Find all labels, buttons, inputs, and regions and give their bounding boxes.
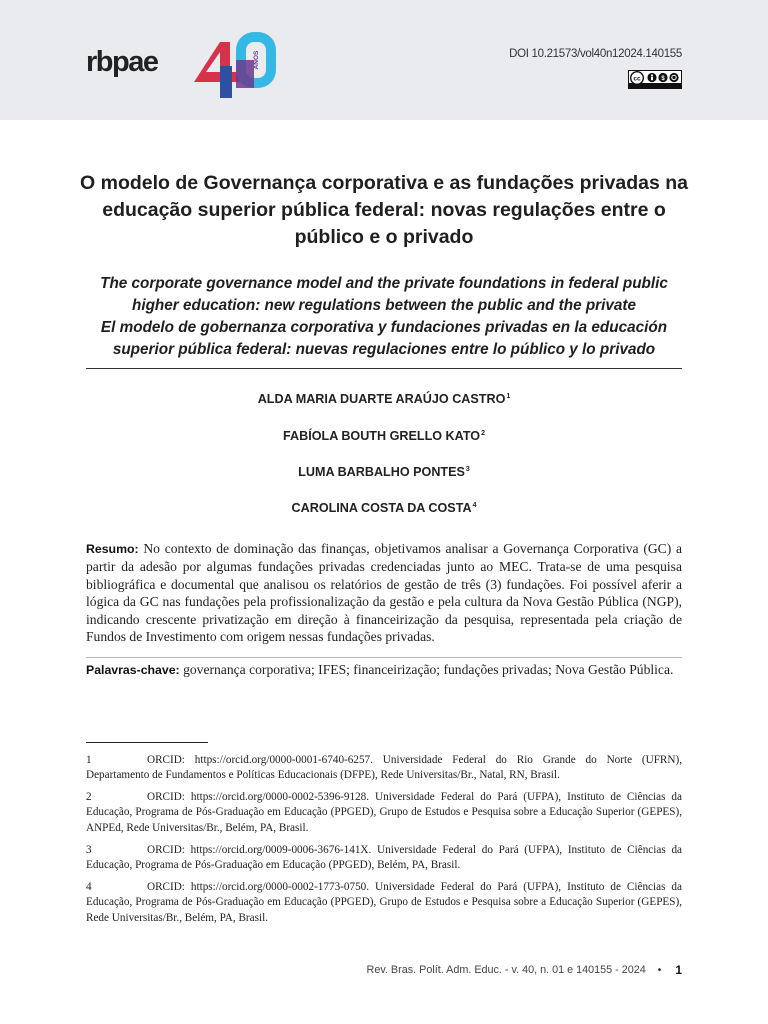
footer-separator: •	[657, 964, 662, 976]
author-name: ALDA MARIA DUARTE ARAÚJO CASTRO	[257, 392, 506, 406]
footnote-number: 2	[86, 791, 92, 803]
keywords	[86, 661, 682, 679]
page-footer	[367, 963, 682, 977]
journal-logo-text: rbpae	[86, 46, 158, 78]
journal-logo	[86, 46, 157, 79]
abstract	[86, 540, 682, 645]
footnote-3	[86, 843, 682, 874]
keywords-label: Palavras-chave:	[86, 663, 180, 677]
footnote-1	[86, 753, 682, 784]
footnote-text: ORCID: https://orcid.org/0000-0002-5396-9128. Universidade Federal do Pará (UFPA), Instituto de Ciências da Educação, Programa de Pós-Graduação em Educação (PPGED), Grupo de Estudos e Pesquisa sobre a Educação Superior (GEPES), ANPEd, Rede Universitas/Br., Belém, PA, Brasil.	[86, 791, 682, 834]
author-note-ref[interactable]: 1	[506, 392, 511, 400]
abstract-text: No contexto de dominação das finanças, objetivamos analisar a Governança Corporativa (GC) a partir da adesão por algumas fundações privadas credenciadas junto ao MEC. Trata-se de uma pesquisa bibliográfica e documental que analisou os relatórios de gestão de três (3) fundações. Foi possível aferir a lógica da GC nas fundações pela profissionalização da gestão e pela cultura da Nova Gestão Pública (NGP), indicando crescente privatização em direção à financeirização da pesquisa, representada pela criação de Fundos de Investimento com origem nessas fundações privadas.	[86, 541, 683, 645]
article-title-english: The corporate governance model and the private foundations in federal public higher education: new regulations between the public and the private	[100, 275, 668, 314]
footnote-4	[86, 880, 682, 926]
article-title-spanish: El modelo de gobernanza corporativa y fundaciones privadas en la educación superior pública federal: nuevas regulaciones entre lo público y lo privado	[100, 319, 668, 358]
author-2	[86, 429, 682, 443]
title-divider	[86, 368, 682, 369]
footnote-text: ORCID: https://orcid.org/0009-0006-3676-141X. Universidade Federal do Pará (UFPA), Instituto de Ciências da Educação, Programa de Pós-Graduação em Educação (PPGED), Belém, PA, Brasil.	[86, 844, 682, 872]
keywords-text: governança corporativa; IFES; financeirização; fundações privadas; Nova Gestão Pública.	[183, 662, 674, 677]
author-note-ref[interactable]: 3	[465, 465, 470, 473]
abstract-label: Resumo:	[86, 542, 139, 556]
footnote-text: ORCID: https://orcid.org/0000-0002-1773-0750. Universidade Federal do Pará (UFPA), Instituto de Ciências da Educação, Programa de Pós-Graduação em Educação (PPGED), Grupo de Estudos e Pesquisa sobre a Educação Superior (GEPES), Rede Universitas/Br., Belém, PA, Brasil.	[86, 881, 682, 924]
page-number: 1	[675, 963, 682, 977]
author-4	[86, 501, 682, 515]
author-3	[86, 465, 682, 479]
footnote-number: 1	[86, 754, 92, 766]
footnote-number: 4	[86, 881, 92, 893]
anniversary-40-logo	[190, 26, 282, 100]
author-name: LUMA BARBALHO PONTES	[298, 465, 465, 479]
svg-text:cc: cc	[633, 75, 641, 83]
journal-header	[0, 0, 768, 120]
author-name: FABÍOLA BOUTH GRELLO KATO	[283, 429, 481, 443]
author-note-ref[interactable]: 2	[481, 429, 485, 437]
anniversary-label: ANOS	[253, 50, 260, 70]
author-note-ref[interactable]: 4	[472, 501, 477, 509]
svg-text:$: $	[661, 75, 665, 82]
footnote-2	[86, 790, 682, 836]
doi-label: DOI 10.21573/vol40n12024.140155	[509, 48, 682, 60]
cc-by-nc-sa-icon	[628, 70, 682, 89]
footnote-divider	[86, 742, 208, 743]
footnote-text: ORCID: https://orcid.org/0000-0001-6740-6257. Universidade Federal do Rio Grande do Norte (UFRN), Departamento de Fundamentos e Políticas Educacionais (DFPE), Rede Universitas/Br., Natal, RN, Brasil.	[86, 754, 682, 782]
article-title-portuguese: O modelo de Governança corporativa e as fundações privadas na educação superior pública federal: novas regulações entre o público e o privado	[80, 172, 688, 248]
keywords-divider	[86, 657, 682, 658]
author-1	[86, 392, 682, 406]
footer-citation: Rev. Bras. Polít. Adm. Educ. - v. 40, n. 01 e 140155 - 2024	[366, 964, 646, 976]
author-name: CAROLINA COSTA DA COSTA	[291, 501, 472, 515]
footnote-number: 3	[86, 844, 92, 856]
